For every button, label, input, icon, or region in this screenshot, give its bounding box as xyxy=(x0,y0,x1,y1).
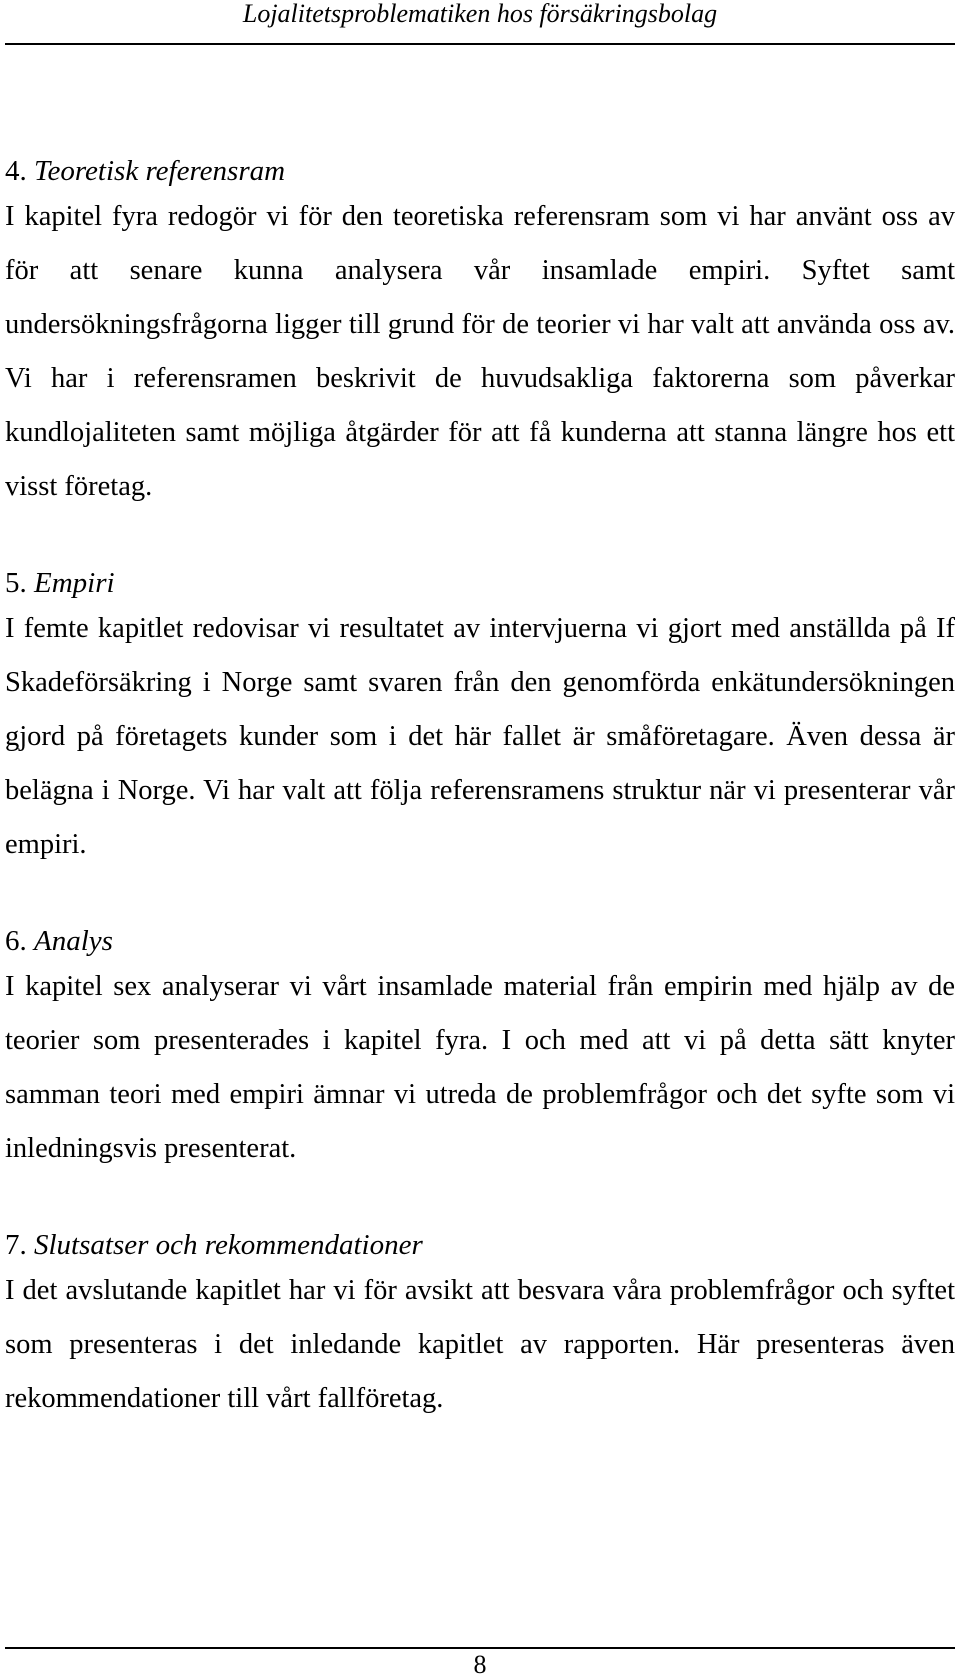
section-title: Teoretisk referensram xyxy=(34,155,286,187)
document-body xyxy=(5,152,955,1476)
section-paragraph: I kapitel sex analyserar vi vårt insamlade material från empirin med hjälp av de teorier som presenterades i kapitel fyra. I och med att vi på detta sätt knyter samman teori med empiri ämnar vi utreda de problemfrågor och det syfte som vi inledningsvis presenterat. xyxy=(5,971,955,1164)
section-heading xyxy=(5,152,955,190)
section-title: Analys xyxy=(34,925,113,957)
section-empiri xyxy=(5,564,955,872)
section-number: 6. xyxy=(5,925,27,957)
section-number: 7. xyxy=(5,1229,27,1261)
section-number: 4. xyxy=(5,155,27,187)
section-paragraph: I femte kapitlet redovisar vi resultatet av intervjuerna vi gjort med anställda på If Skadeförsäkring i Norge samt svaren från den genomförda enkätundersökningen gjord på företagets kunder som i det här fallet är småföretagare. Även dessa är belägna i Norge. Vi har valt att följa referensramens struktur när vi presenterar vår empiri. xyxy=(5,613,955,860)
footer-divider xyxy=(5,1647,955,1649)
page-number: 8 xyxy=(473,1650,487,1679)
header-divider xyxy=(5,43,955,45)
section-paragraph: I det avslutande kapitlet har vi för avsikt att besvara våra problemfrågor och syftet som presenteras i det inledande kapitlet av rapporten. Här presenteras även rekommendationer till vårt fallföretag. xyxy=(5,1275,955,1414)
section-heading xyxy=(5,1226,955,1264)
section-title: Empiri xyxy=(34,567,115,599)
section-heading xyxy=(5,564,955,602)
section-slutsatser xyxy=(5,1226,955,1426)
section-heading xyxy=(5,922,955,960)
section-teoretisk-referensram xyxy=(5,152,955,514)
running-header: Lojalitetsproblematiken hos försäkringsbolag xyxy=(242,0,718,28)
section-title: Slutsatser och rekommendationer xyxy=(34,1229,423,1261)
section-analys xyxy=(5,922,955,1176)
section-paragraph: I kapitel fyra redogör vi för den teoretiska referensram som vi har använt oss av för att senare kunna analysera vår insamlade empiri. Syftet samt undersökningsfrågorna ligger till grund för de teorier vi har valt att använda oss av. Vi har i referensramen beskrivit de huvudsakliga faktorerna som påverkar kundlojaliteten samt möjliga åtgärder för att få kunderna att stanna längre hos ett visst företag. xyxy=(5,201,955,502)
section-number: 5. xyxy=(5,567,27,599)
